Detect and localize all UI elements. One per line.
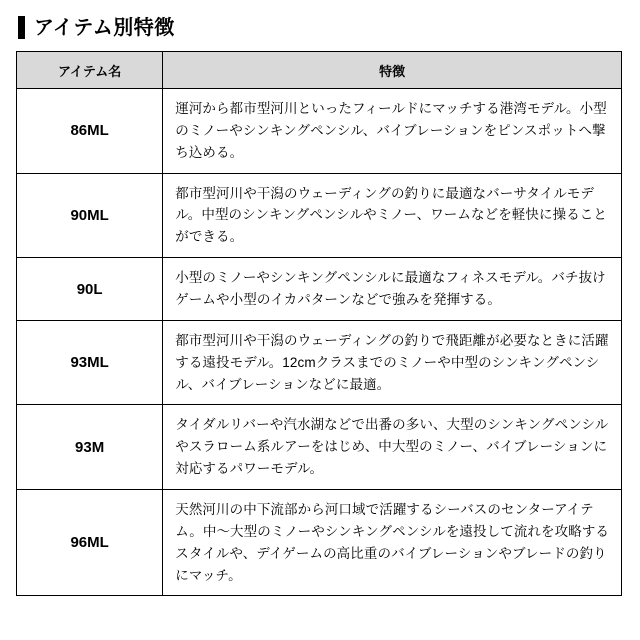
table-row [17, 405, 622, 490]
cell-item-feature: 都市型河川や干潟のウェーディングの釣りで飛距離が必要なときに活躍する遠投モデル。12cmクラスまでのミノーや中型のシンキングペンシル、バイブレーションなどに最適。 [163, 320, 622, 405]
cell-item-name: 86ML [17, 89, 163, 174]
table-header [17, 52, 622, 89]
cell-item-name: 90L [17, 258, 163, 321]
cell-item-name: 96ML [17, 490, 163, 596]
table-row [17, 490, 622, 596]
table-row [17, 320, 622, 405]
cell-item-feature: 天然河川の中下流部から河口域で活躍するシーバスのセンターアイテム。中～大型のミノーやシンキングペンシルを遠投して流れを攻略するスタイルや、デイゲームの高比重のバイブレーションやブレードの釣りにマッチ。 [163, 490, 622, 596]
title-accent-bar [18, 16, 25, 39]
table-body [17, 89, 622, 596]
cell-item-feature: 都市型河川や干潟のウェーディングの釣りに最適なバーサタイルモデル。中型のシンキングペンシルやミノー、ワームなどを軽快に操ることができる。 [163, 173, 622, 258]
cell-item-name: 90ML [17, 173, 163, 258]
cell-item-feature: タイダルリバーや汽水湖などで出番の多い、大型のシンキングペンシルやスラローム系ルアーをはじめ、中大型のミノー、バイブレーションに対応するパワーモデル。 [163, 405, 622, 490]
item-feature-table [16, 51, 622, 596]
table-row [17, 89, 622, 174]
cell-item-feature: 小型のミノーやシンキングペンシルに最適なフィネスモデル。バチ抜けゲームや小型のイカパターンなどで強みを発揮する。 [163, 258, 622, 321]
column-header-item-name: アイテム名 [17, 52, 163, 89]
table-row [17, 258, 622, 321]
table-header-row [17, 52, 622, 89]
table-row [17, 173, 622, 258]
cell-item-name: 93ML [17, 320, 163, 405]
column-header-feature: 特徴 [163, 52, 622, 89]
cell-item-name: 93M [17, 405, 163, 490]
page-title [18, 16, 624, 39]
cell-item-feature: 運河から都市型河川といったフィールドにマッチする港湾モデル。小型のミノーやシンキングペンシル、バイブレーションをピンスポットへ撃ち込める。 [163, 89, 622, 174]
page-title-text: アイテム別特徴 [34, 16, 175, 39]
